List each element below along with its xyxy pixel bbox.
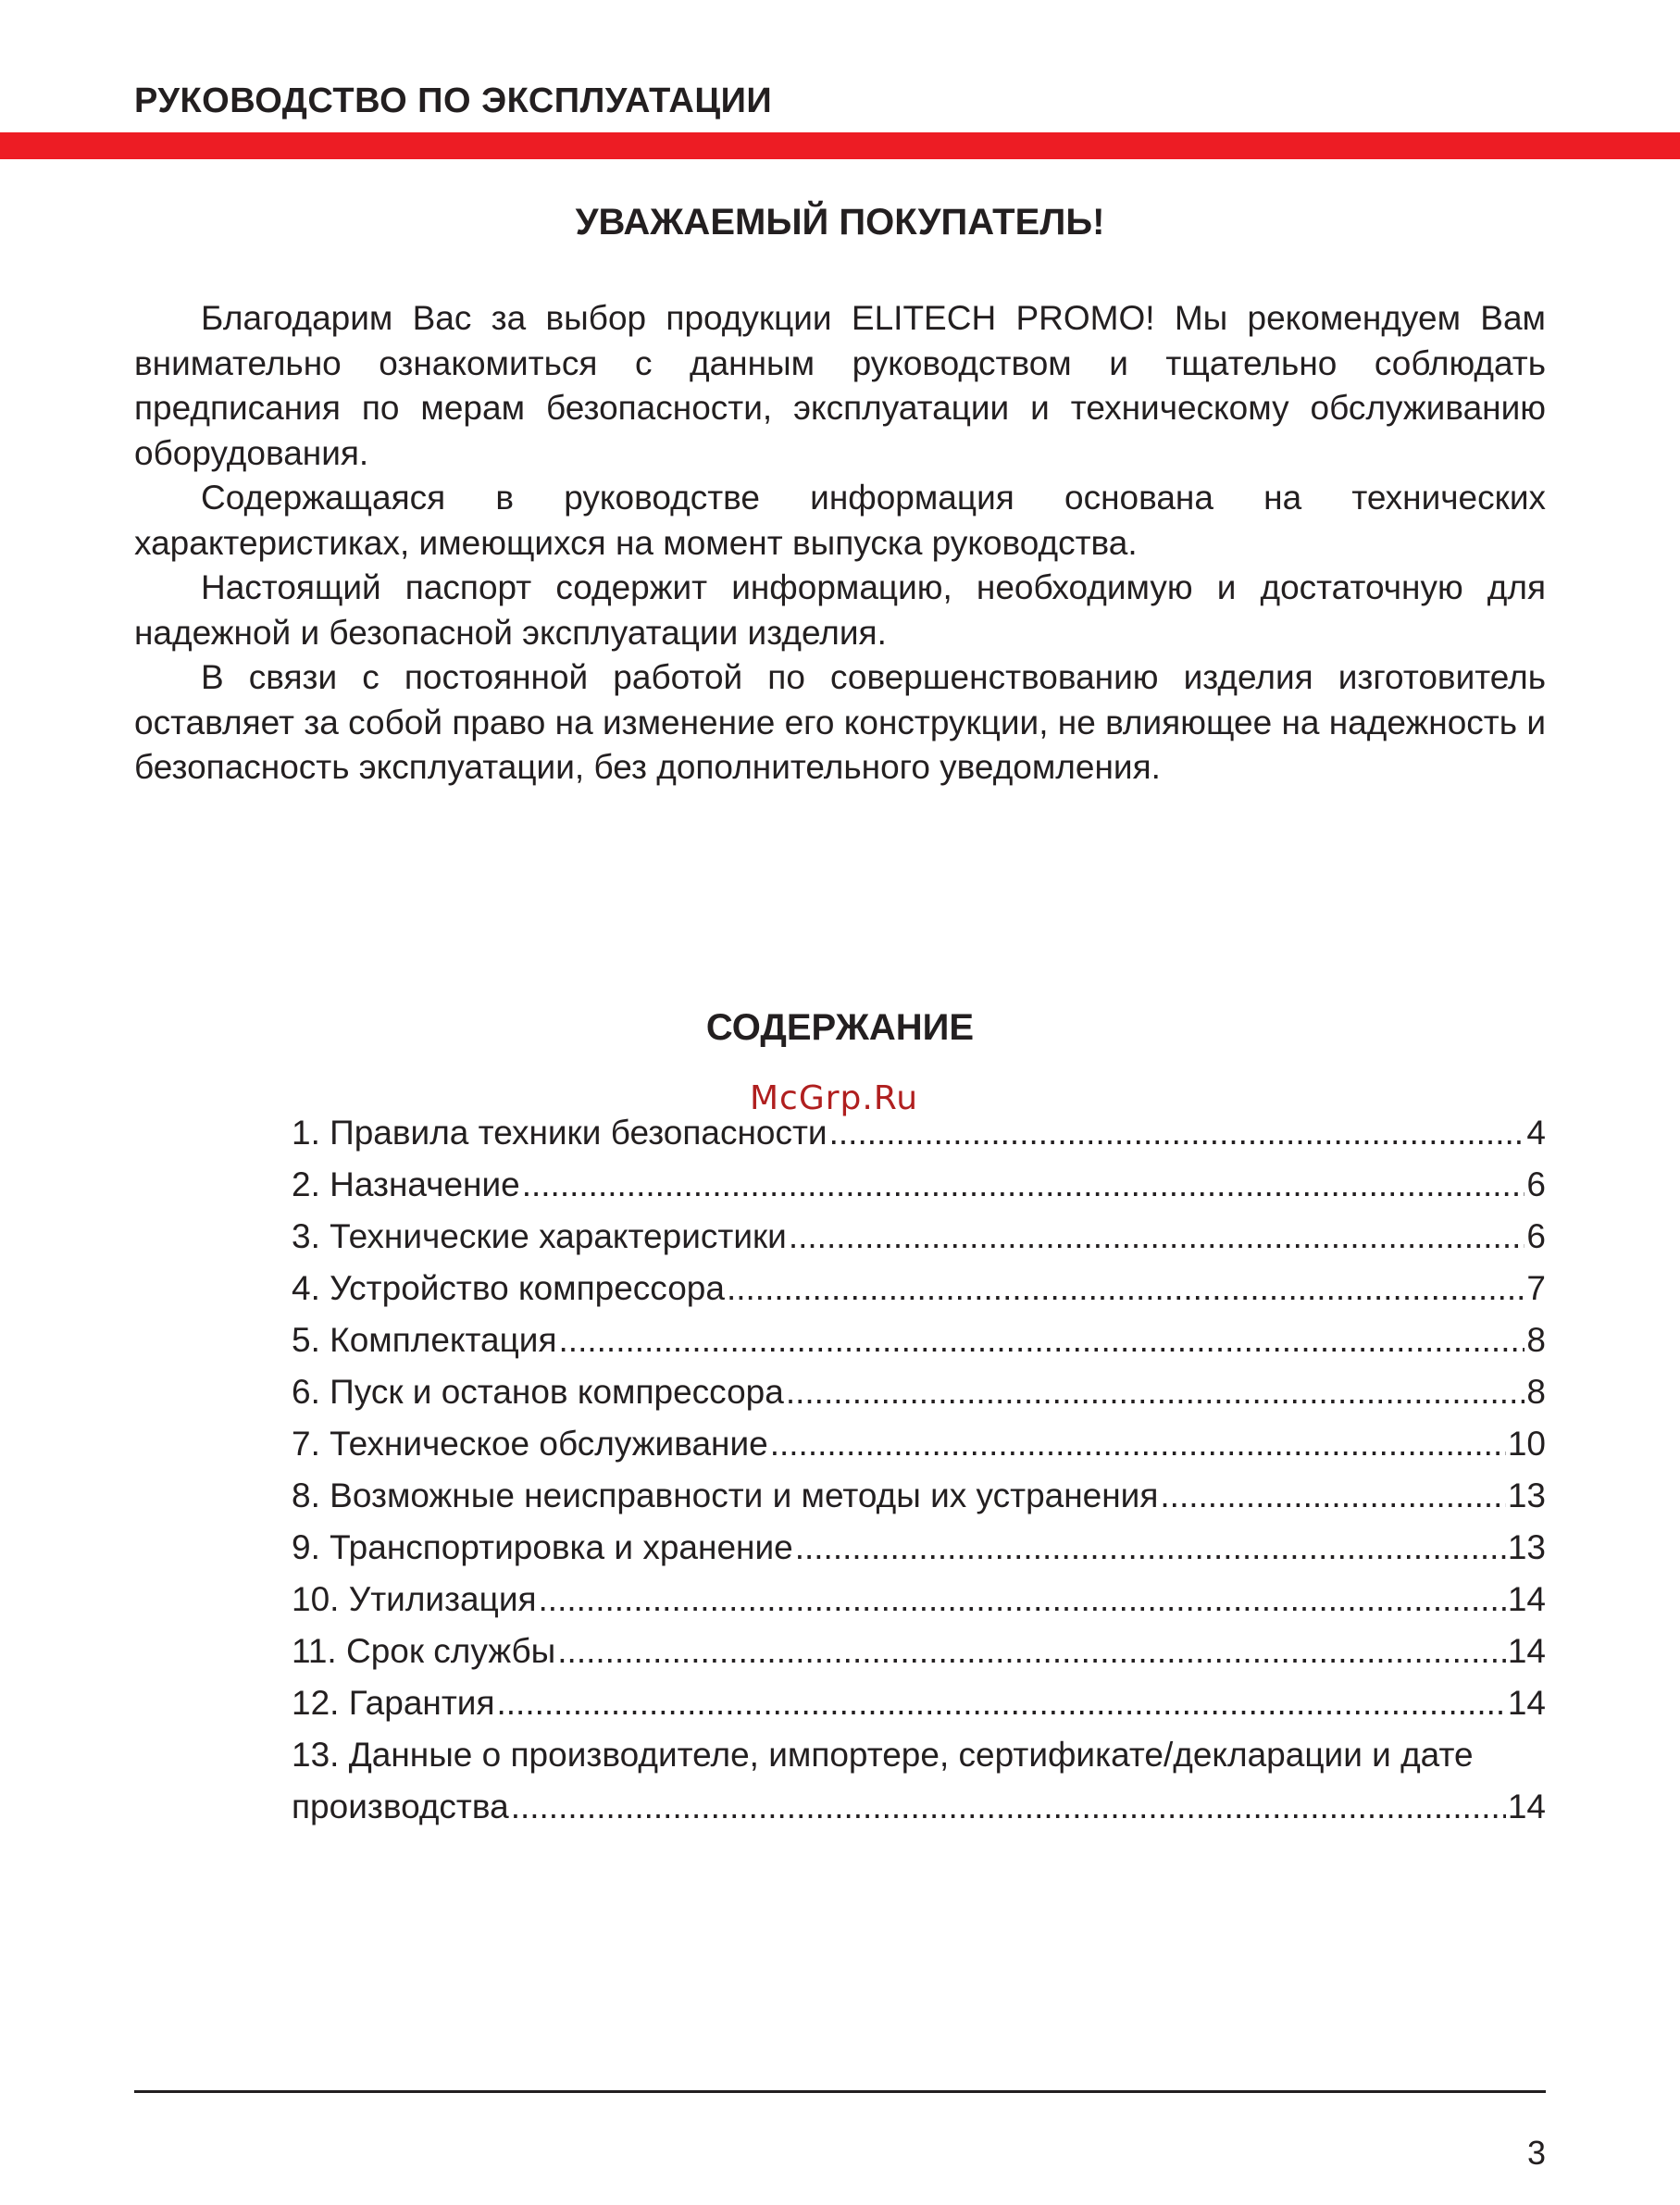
toc-item-label: 12. Гарантия: [292, 1684, 495, 1722]
table-of-contents: [292, 1107, 1546, 1833]
toc-item[interactable]: [292, 1626, 1546, 1677]
header-title: РУКОВОДСТВО ПО ЭКСПЛУАТАЦИИ: [134, 81, 773, 120]
toc-item-label: 3. Технические характеристики: [292, 1217, 787, 1255]
toc-item-label: 2. Назначение: [292, 1165, 520, 1203]
toc-leader-dots: [559, 1314, 1525, 1366]
toc-item-label: 9. Транспортировка и хранение: [292, 1528, 793, 1566]
toc-leader-dots: [522, 1159, 1525, 1211]
toc-item-label: 4. Устройство компрессора: [292, 1269, 725, 1307]
toc-leader-dots: [1160, 1470, 1505, 1522]
toc-leader-dots: [497, 1677, 1506, 1729]
toc-leader-dots: [829, 1107, 1525, 1159]
header-accent-bar: [0, 132, 1680, 159]
toc-leader-dots: [557, 1626, 1506, 1677]
toc-item[interactable]: [292, 1211, 1546, 1263]
toc-item-multiline-label[interactable]: 13. Данные о производителе, импортере, сертификате/декларации и дате: [292, 1736, 1474, 1774]
toc-item-page: 8: [1526, 1373, 1546, 1411]
toc-item-label: производства: [292, 1788, 509, 1825]
toc-item-label: 8. Возможные неисправности и методы их устранения: [292, 1476, 1159, 1514]
toc-item[interactable]: [292, 1314, 1546, 1366]
toc-item[interactable]: [292, 1574, 1546, 1626]
toc-leader-dots: [539, 1574, 1506, 1626]
toc-item-page: 6: [1526, 1165, 1546, 1203]
toc-leader-dots: [786, 1366, 1525, 1418]
intro-paragraph: В связи с постоянной работой по совершенствованию изделия изготовитель оставляет за собой право на изменение его конструкции, не влияющее на надежность и безопасность эксплуатации, без дополнительного уведомления.: [134, 658, 1546, 786]
toc-item-page: 7: [1526, 1269, 1546, 1307]
toc-item-page: 14: [1507, 1788, 1546, 1825]
greeting-heading: УВАЖАЕМЫЙ ПОКУПАТЕЛЬ!: [575, 202, 1105, 243]
toc-item-label: 10. Утилизация: [292, 1580, 537, 1618]
toc-item-label: 11. Срок службы: [292, 1632, 556, 1670]
toc-item-label: 6. Пуск и останов компрессора: [292, 1373, 784, 1411]
toc-item-label: 5. Комплектация: [292, 1321, 557, 1359]
toc-item-page: 4: [1526, 1114, 1546, 1152]
toc-item-label: 7. Техническое обслуживание: [292, 1425, 768, 1463]
toc-item[interactable]: [292, 1418, 1546, 1470]
intro-paragraph: Настоящий паспорт содержит информацию, необходимую и достаточную для надежной и безопасной эксплуатации изделия.: [134, 568, 1546, 652]
toc-item-label: 1. Правила техники безопасности: [292, 1114, 828, 1152]
page-number: 3: [1526, 2134, 1546, 2172]
toc-item[interactable]: [292, 1263, 1546, 1314]
toc-item[interactable]: [292, 1107, 1546, 1159]
toc-leader-dots: [795, 1522, 1506, 1574]
toc-leader-dots: [727, 1263, 1524, 1314]
toc-item[interactable]: [292, 1159, 1546, 1211]
intro-paragraph: Содержащаяся в руководстве информация основана на технических характеристиках, имеющихся на момент выпуска руководства.: [134, 479, 1546, 562]
toc-leader-dots: [770, 1418, 1506, 1470]
toc-leader-dots: [511, 1781, 1506, 1833]
toc-leader-dots: [789, 1211, 1525, 1263]
toc-item-page: 8: [1526, 1321, 1546, 1359]
footer-rule: [134, 2090, 1546, 2093]
toc-item[interactable]: [292, 1366, 1546, 1418]
toc-item-page: 10: [1507, 1425, 1546, 1463]
intro-paragraph: Благодарим Вас за выбор продукции ELITECH PROMO! Мы рекомендуем Вам внимательно ознакомиться с данным руководством и тщательно соблюдать предписания по мерам безопасности, эксплуатации и техническому обслуживанию оборудования.: [134, 299, 1546, 472]
toc-item[interactable]: [292, 1781, 1546, 1833]
toc-item-page: 13: [1507, 1528, 1546, 1566]
toc-item-page: 14: [1507, 1632, 1546, 1670]
toc-title: СОДЕРЖАНИЕ: [705, 1007, 975, 1048]
toc-item[interactable]: [292, 1677, 1546, 1729]
toc-item-page: 14: [1507, 1580, 1546, 1618]
toc-item-page: 6: [1526, 1217, 1546, 1255]
intro-text: [134, 296, 1546, 791]
toc-item[interactable]: [292, 1522, 1546, 1574]
toc-item-page: 14: [1507, 1684, 1546, 1722]
toc-item[interactable]: [292, 1470, 1546, 1522]
watermark: McGrp.Ru: [750, 1079, 919, 1117]
toc-item-page: 13: [1507, 1476, 1546, 1514]
